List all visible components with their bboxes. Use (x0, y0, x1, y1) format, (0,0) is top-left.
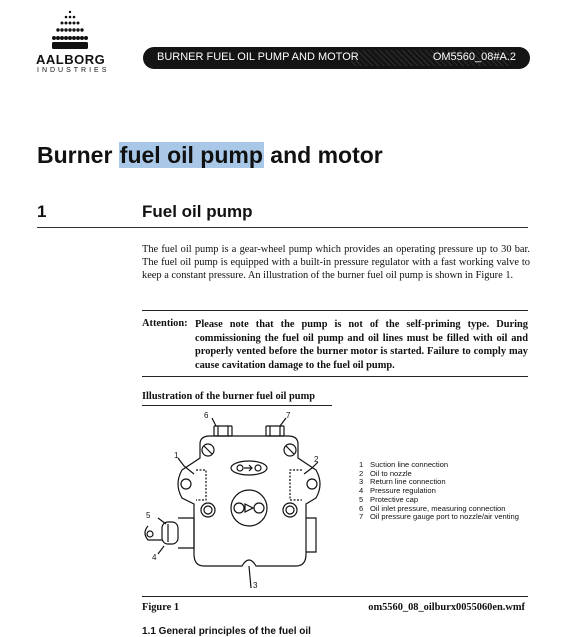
port-cap-right (266, 426, 284, 436)
pump-body (178, 436, 320, 566)
callout-3: 3 (253, 581, 258, 590)
regulator-housing (178, 518, 194, 548)
body-paragraph: The fuel oil pump is a gear-wheel pump which provides an operating pressure up to 30 bar. The fuel oil pump is equipped with a built-in pressure regulator with a fast working valve to keep a constant pressure. An illustration of the burner fuel oil pump is shown in Figure 1. (142, 244, 530, 281)
highlighted-text[interactable]: fuel oil pump (119, 142, 263, 168)
attention-label: Attention: (142, 318, 188, 329)
figure-title-rule (142, 405, 332, 406)
callout-1: 1 (174, 451, 179, 460)
legend-item: 1 Suction line connection (359, 460, 449, 469)
logo-subtitle: INDUSTRIES (37, 67, 110, 74)
legend-item: 2 Oil to nozzle (359, 468, 412, 478)
banner-title: BURNER FUEL OIL PUMP AND MOTOR (157, 51, 359, 63)
figure-bottom-rule (142, 596, 528, 597)
callout-5: 5 (146, 511, 151, 520)
callout-4: 4 (152, 553, 157, 562)
document-id: OM5560_08#A.2 (432, 51, 516, 63)
logo-name: AALBORG (36, 52, 106, 67)
figure-title: Illustration of the burner fuel oil pump (142, 391, 316, 402)
section-divider (37, 227, 528, 228)
section-title: Fuel oil pump (142, 202, 253, 221)
figure-label: Figure 1 (142, 602, 180, 613)
page-title (37, 142, 383, 169)
mounting-hole-left (181, 479, 191, 489)
mounting-hole-right (307, 479, 317, 489)
attention-bottom-rule (142, 376, 528, 377)
header-banner (143, 47, 530, 69)
figure-filename: om5560_08_oilburx0055060en.wmf (368, 602, 525, 613)
attention-top-rule (142, 310, 528, 311)
legend-item: 7 Oil pressure gauge port to nozzle/air venting (359, 512, 520, 522)
legend-item: 6 Oil inlet pressure, measuring connection (359, 503, 506, 513)
port-cap-left (214, 426, 232, 436)
legend-item: 4 Pressure regulation (359, 486, 436, 496)
legend-item: 5 Protective cap (359, 494, 419, 504)
legend-item: 3 Return line connection (359, 477, 446, 487)
gear-housing (231, 490, 267, 526)
protective-cap (162, 522, 178, 544)
fuel-pump-diagram (138, 408, 358, 596)
title-part: Burner (37, 142, 119, 168)
next-heading: 1.1 General principles of the fuel oil (142, 626, 311, 637)
callout-2: 2 (314, 455, 319, 464)
attention-text: Please note that the pump is not of the self-priming type. During commissioning the fuel oil pump and oil lines must be filled with oil and properly vented before the burner motor is started. Failure to comply may cause cavitation damage to the fuel oil pump. (195, 319, 528, 371)
callout-6: 6 (204, 411, 209, 420)
figure-legend (359, 461, 519, 522)
callout-7: 7 (286, 411, 291, 420)
title-part: and motor (263, 142, 383, 168)
section-number: 1 (37, 202, 47, 221)
